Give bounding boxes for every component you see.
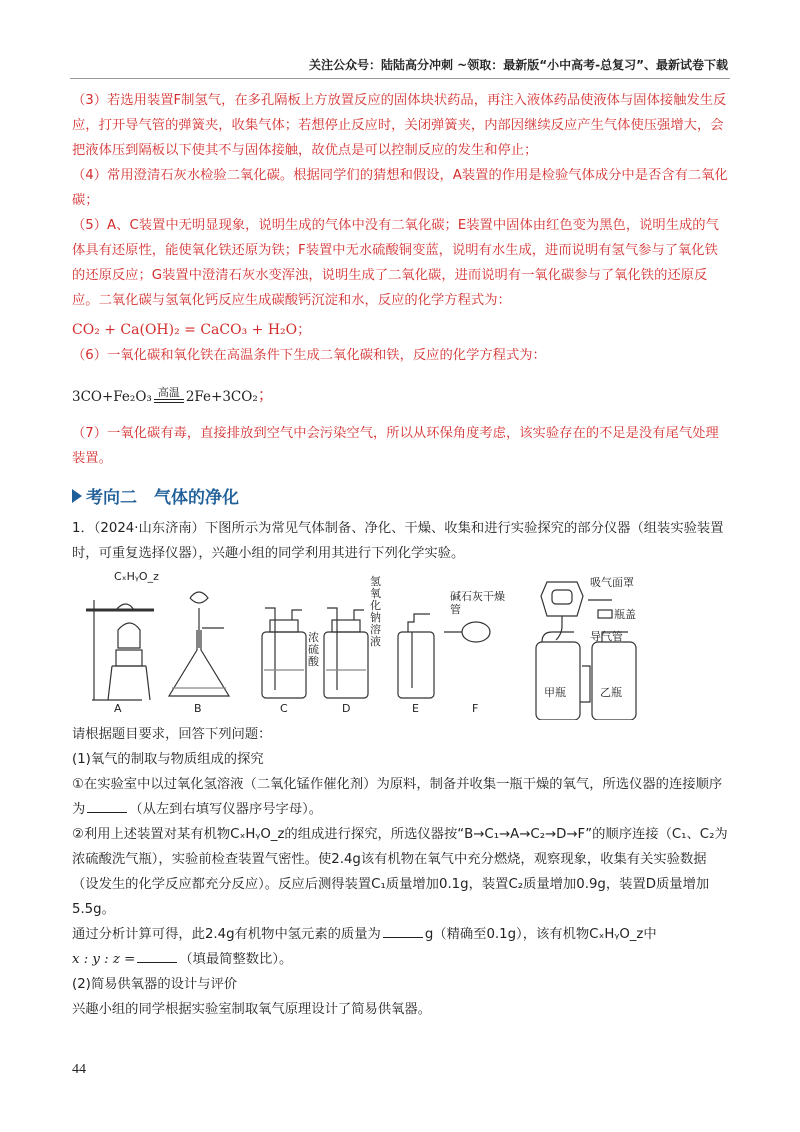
answer-5: （5）A、C装置中无明显现象，说明生成的气体中没有二氧化碳；E装置中固体由红色变为黑色，说明生成的气体具有还原性，能使氧化铁还原为铁；F装置中无水硫酸铜变蓝，说明有水生成，进而说明有氢气参与了氧化铁的还原反应；G装置中澄清石灰水变浑浊，说明生成了二氧化碳，进而说明有一氧化碳参与了氧化铁的还原反应。二氧化碳与氢氧化钙反应生成碳酸钙沉淀和水，反应的化学方程式为： [72, 218, 719, 308]
equation-2-right: 2Fe+3CO₂ [185, 389, 258, 405]
page-number: 44 [72, 1062, 86, 1077]
apparatus-drawing [72, 570, 728, 720]
label-a-substance: CₓHᵧO_z [114, 570, 159, 583]
equation-2-condition [154, 387, 184, 403]
question-1-end: （从左到右填写仪器序号字母）。 [129, 802, 323, 817]
question-3 [72, 922, 728, 947]
equation-1: CO₂ + Ca(OH)₂ = CaCO₃ + H₂O； [72, 322, 312, 338]
label-bottle-yi: 乙瓶 [600, 686, 622, 699]
header-rule [70, 78, 730, 79]
label-f: F [472, 702, 479, 715]
question-3-ratio [72, 947, 728, 972]
label-f-reagent: 碱石灰干燥管 [450, 590, 505, 616]
page-content [72, 88, 728, 1022]
question-3-text-b: g（精确至0.1g），该有机物CₓHᵧO_z中 [424, 927, 657, 942]
label-e: E [412, 702, 419, 715]
answer-7: （7）一氧化碳有毒，直接排放到空气中会污染空气，所以从环保角度考虑，该实验存在的不足是没有尾气处理装置。 [72, 426, 719, 466]
label-tube: 导气管 [590, 630, 623, 643]
part2-text: 兴趣小组的同学根据实验室制取氧气原理设计了简易供氧器。 [72, 1002, 432, 1017]
question-3-text-a: 通过分析计算可得，此2.4g有机物中氢元素的质量为 [72, 927, 381, 942]
equation-2 [72, 382, 728, 405]
label-cap: 瓶盖 [614, 608, 636, 621]
label-d: D [342, 702, 351, 715]
label-c-reagent: 浓硫酸 [308, 631, 319, 668]
question-1 [72, 772, 728, 822]
section-heading [72, 483, 728, 508]
answer-blank-3[interactable] [137, 950, 177, 963]
ratio-expression: x : y : z = [72, 952, 136, 967]
section-title: 考向二 气体的净化 [86, 488, 239, 508]
question-1-text: ①在实验室中以过氧化氢溶液（二氧化锰作催化剂）为原料，制备并收集一瓶干燥的氧气，所选仪器的连接顺序为 [72, 777, 723, 817]
part1-title: (1)氧气的制取与物质组成的探究 [72, 752, 264, 767]
triangle-icon [72, 489, 82, 503]
label-bottle-jia: 甲瓶 [544, 686, 566, 699]
question-intro: 1．（2024·山东济南）下图所示为常见气体制备、净化、干燥、收集和进行实验探究的部分仪器（组装实验装置时，可重复选择仪器），兴趣小组的同学利用其进行下列化学实验。 [72, 521, 724, 561]
question-prompt: 请根据题目要求，回答下列问题： [72, 727, 272, 742]
label-a: A [114, 702, 122, 715]
answer-3: （3）若选用装置F制氢气，在多孔隔板上方放置反应的固体块状药品，再注入液体药品使液体与固体接触发生反应，打开导气管的弹簧夹，收集气体；若想停止反应时，关闭弹簧夹，内部因继续反应产生气体使压强增大，会把液体压到隔板以下使其不与固体接触，故优点是可以控制反应的发生和停止； [72, 93, 727, 158]
part2-title: (2)简易供氧器的设计与评价 [72, 977, 238, 992]
answer-blank-1[interactable] [87, 800, 127, 813]
equation-2-end: ； [257, 385, 274, 404]
equation-2-left: 3CO+Fe₂O₃ [72, 389, 152, 405]
label-b: B [194, 702, 202, 715]
page-header: 关注公众号：陆陆高分冲刺 ~领取：最新版“小中高考-总复习”、最新试卷下载 [309, 58, 728, 72]
answer-4: （4）常用澄清石灰水检验二氧化碳。根据同学们的猜想和假设，A装置的作用是检验气体成分中是否含有二氧化碳； [72, 168, 728, 208]
question-3-end: （填最简整数比）。 [179, 952, 293, 967]
answer-blank-2[interactable] [383, 925, 423, 938]
answer-6: （6）一氧化碳和氧化铁在高温条件下生成二氧化碳和铁，反应的化学方程式为： [72, 348, 546, 363]
label-c: C [280, 702, 288, 715]
label-d-reagent: 氢氧化钠溶液 [370, 575, 381, 648]
answer-block [72, 88, 728, 471]
question-2: ②利用上述装置对某有机物CₓHᵧO_z的组成进行探究，所选仪器按“B→C₁→A→C₂→D→F”的顺序连接（C₁、C₂为浓硫酸洗气瓶），实验前检查装置气密性。使2.4g该有机物在氧气中充分燃烧，观察现象，收集有关实验数据（设发生的化学反应都充分反应）。反应后测得装置C₁质量增加0.1g，装置C₂质量增加0.9g，装置D质量增加5.5g。 [72, 827, 728, 917]
apparatus-figure [72, 570, 728, 720]
condition-text: 高温 [154, 387, 184, 400]
label-mask: 吸气面罩 [590, 576, 634, 589]
